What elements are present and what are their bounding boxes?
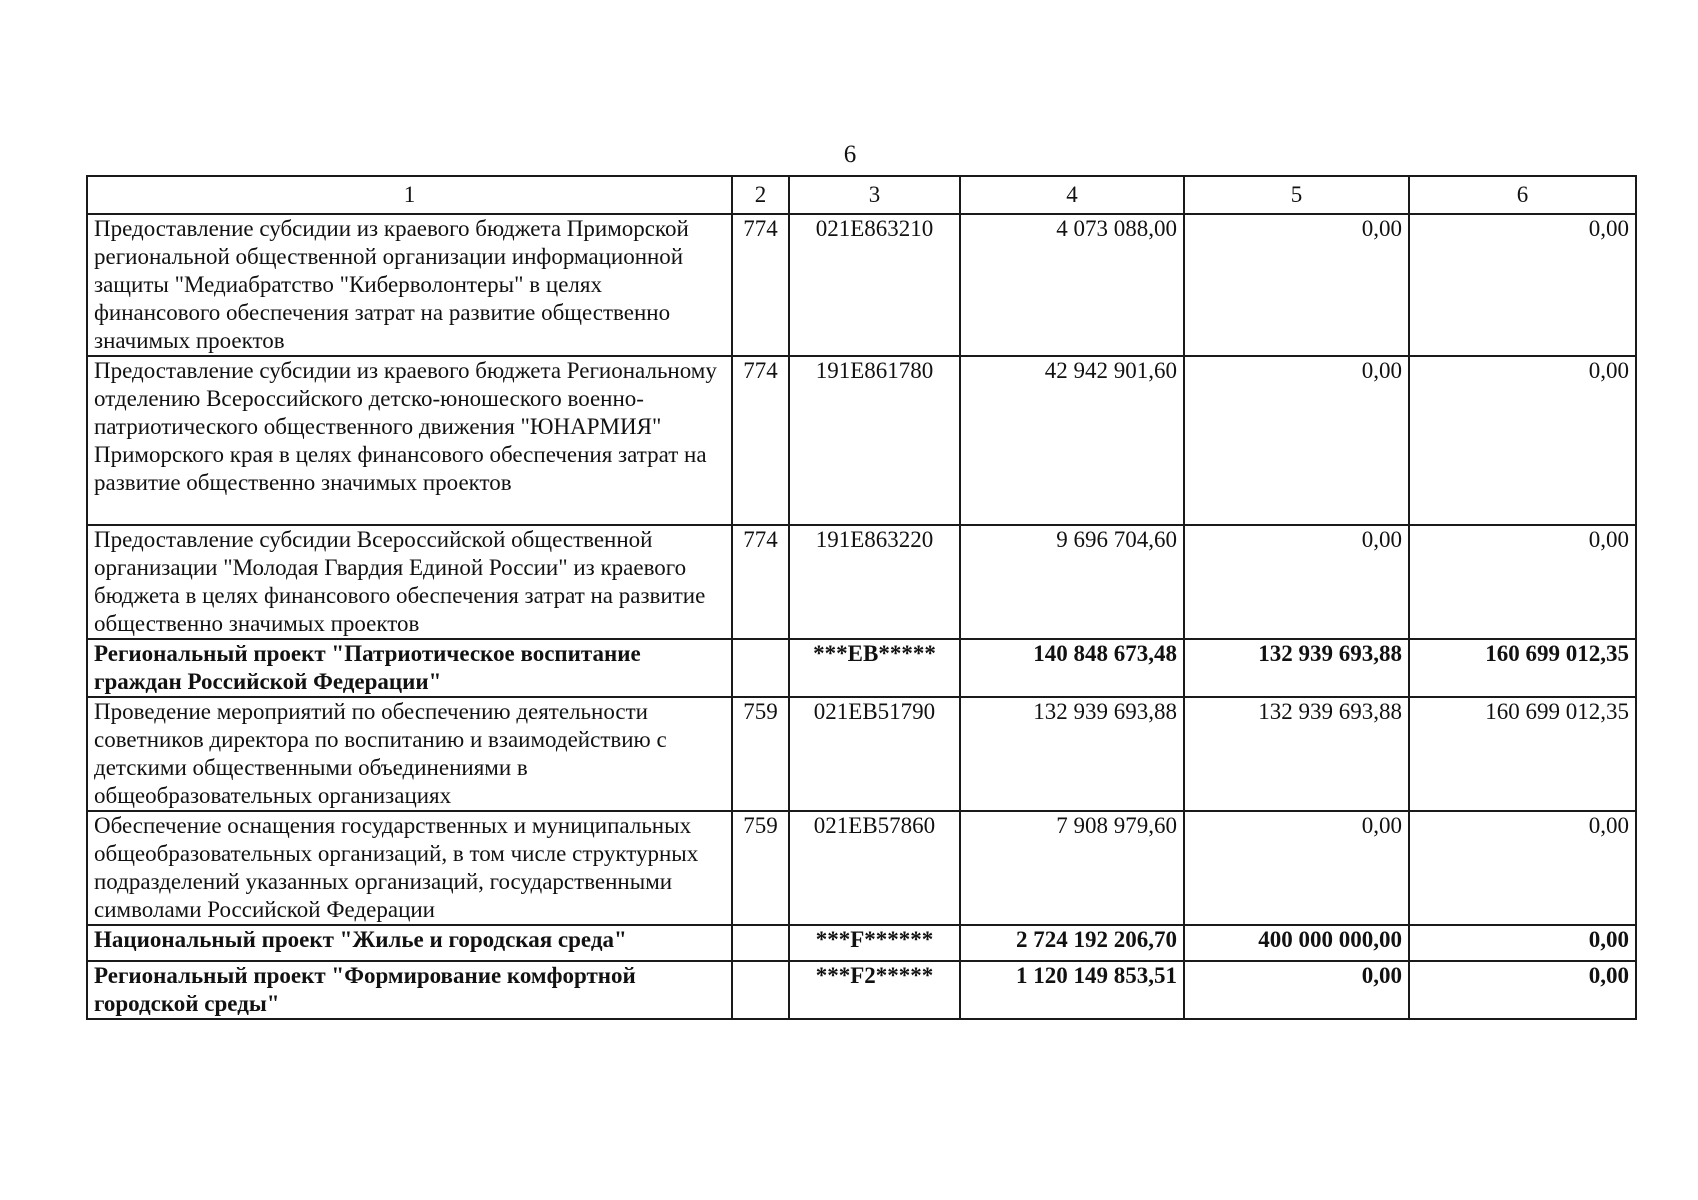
header-col-3: 3 (789, 176, 960, 214)
table-row (87, 925, 1636, 961)
row-value-6: 0,00 (1409, 214, 1636, 356)
row-code: ***F****** (789, 925, 960, 961)
row-value-6: 0,00 (1409, 811, 1636, 925)
header-col-2: 2 (732, 176, 789, 214)
row-value-6: 160 699 012,35 (1409, 697, 1636, 811)
row-name: Предоставление субсидии из краевого бюджета Приморской региональной общественной организации информационной защиты "Медиабратство "Киберволонтеры" в целях финансового обеспечения затрат на развитие общественно значимых проектов (87, 214, 732, 356)
row-name: Региональный проект "Формирование комфортной городской среды" (87, 961, 732, 1019)
row-glav: 774 (732, 214, 789, 356)
row-value-6: 0,00 (1409, 961, 1636, 1019)
row-value-6: 0,00 (1409, 925, 1636, 961)
row-code: 191E863220 (789, 525, 960, 639)
row-value-4: 9 696 704,60 (960, 525, 1184, 639)
row-name: Обеспечение оснащения государственных и муниципальных общеобразовательных организаций, в том числе структурных подразделений указанных организаций, государственными символами Российской Федерации (87, 811, 732, 925)
budget-table (86, 175, 1637, 1020)
page-number: 6 (843, 141, 857, 168)
header-row (87, 176, 1636, 214)
row-value-4: 140 848 673,48 (960, 639, 1184, 697)
row-value-5: 0,00 (1184, 961, 1409, 1019)
row-glav (732, 639, 789, 697)
row-name: Предоставление субсидии Всероссийской общественной организации "Молодая Гвардия Единой России" из краевого бюджета в целях финансового обеспечения затрат на развитие общественно значимых проектов (87, 525, 732, 639)
row-name: Национальный проект "Жилье и городская среда" (87, 925, 732, 961)
row-code: ***F2***** (789, 961, 960, 1019)
row-code: ***ЕВ***** (789, 639, 960, 697)
row-value-5: 0,00 (1184, 525, 1409, 639)
row-value-5: 0,00 (1184, 356, 1409, 525)
table-row (87, 214, 1636, 356)
row-value-4: 2 724 192 206,70 (960, 925, 1184, 961)
row-glav: 774 (732, 356, 789, 525)
table-row (87, 697, 1636, 811)
row-value-4: 4 073 088,00 (960, 214, 1184, 356)
row-value-5: 132 939 693,88 (1184, 697, 1409, 811)
row-value-4: 42 942 901,60 (960, 356, 1184, 525)
row-name: Региональный проект "Патриотическое воспитание граждан Российской Федерации" (87, 639, 732, 697)
header-col-4: 4 (960, 176, 1184, 214)
row-glav (732, 961, 789, 1019)
row-code: 021ЕВ51790 (789, 697, 960, 811)
row-value-4: 7 908 979,60 (960, 811, 1184, 925)
row-glav: 759 (732, 697, 789, 811)
row-value-6: 0,00 (1409, 356, 1636, 525)
row-name: Проведение мероприятий по обеспечению деятельности советников директора по воспитанию и взаимодействию с детскими общественными объединениями в общеобразовательных организациях (87, 697, 732, 811)
row-code: 021ЕВ57860 (789, 811, 960, 925)
row-value-5: 0,00 (1184, 811, 1409, 925)
table-row (87, 525, 1636, 639)
row-value-5: 400 000 000,00 (1184, 925, 1409, 961)
row-glav (732, 925, 789, 961)
row-code: 021E863210 (789, 214, 960, 356)
table-row (87, 356, 1636, 525)
row-value-5: 132 939 693,88 (1184, 639, 1409, 697)
table-row (87, 961, 1636, 1019)
table-row (87, 811, 1636, 925)
header-col-6: 6 (1409, 176, 1636, 214)
row-value-4: 1 120 149 853,51 (960, 961, 1184, 1019)
row-glav: 759 (732, 811, 789, 925)
row-name: Предоставление субсидии из краевого бюджета Региональному отделению Всероссийского детско-юношеского военно-патриотического общественного движения "ЮНАРМИЯ" Приморского края в целях финансового обеспечения затрат на развитие общественно значимых проектов (87, 356, 732, 525)
row-glav: 774 (732, 525, 789, 639)
row-value-6: 0,00 (1409, 525, 1636, 639)
table-row (87, 639, 1636, 697)
row-value-5: 0,00 (1184, 214, 1409, 356)
row-value-6: 160 699 012,35 (1409, 639, 1636, 697)
header-col-1: 1 (87, 176, 732, 214)
row-value-4: 132 939 693,88 (960, 697, 1184, 811)
row-code: 191E861780 (789, 356, 960, 525)
header-col-5: 5 (1184, 176, 1409, 214)
